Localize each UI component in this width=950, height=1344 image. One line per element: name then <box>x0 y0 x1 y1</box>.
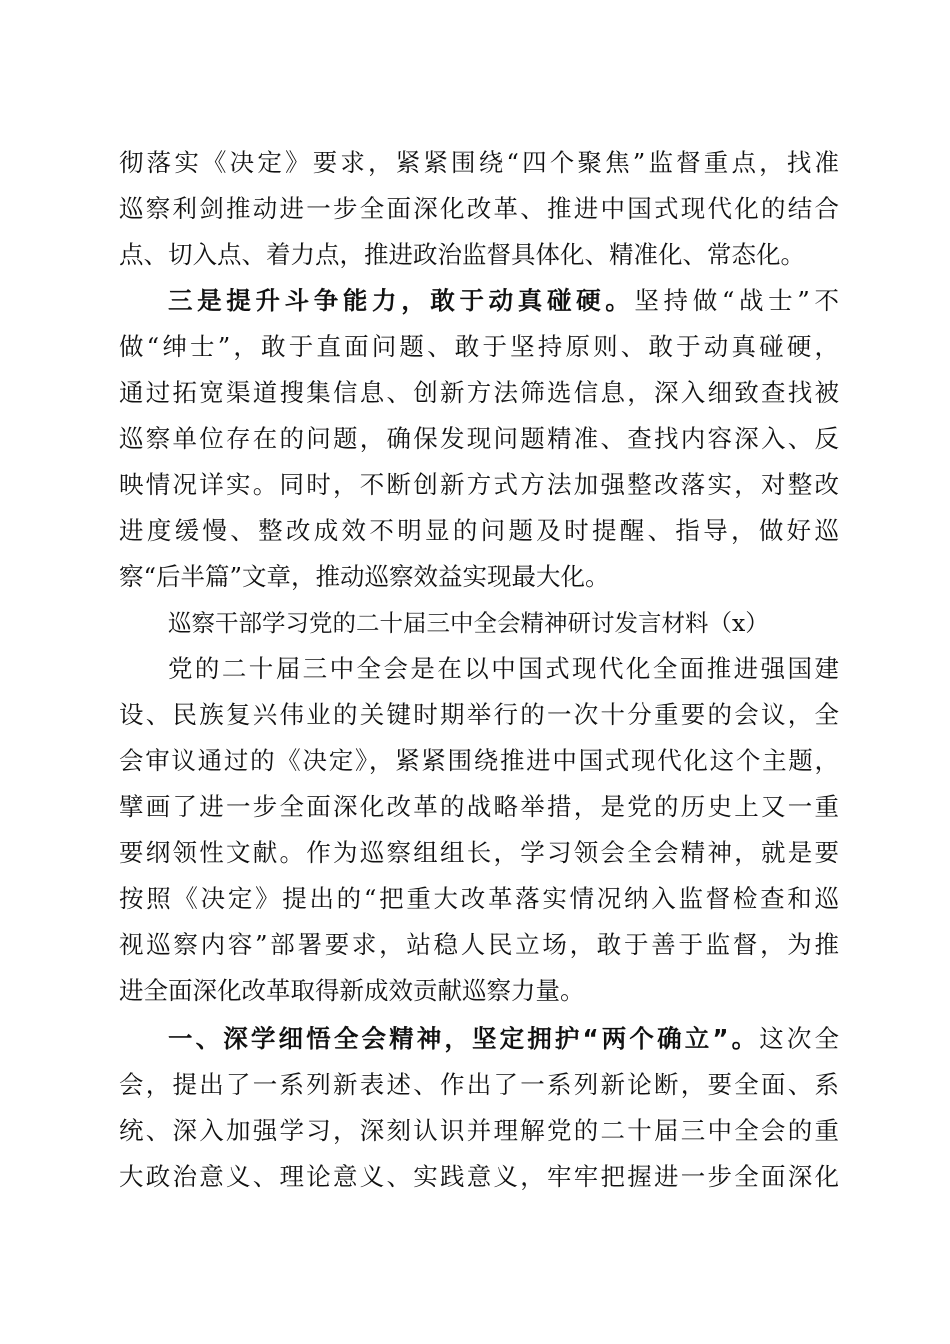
body-line: 察“后半篇”文章，推动巡察效益实现最大化。 <box>119 562 610 591</box>
body-line: 统、深入加强学习，深刻认识并理解党的二十届三中全会的重 <box>119 1116 839 1145</box>
body-line: 会审议通过的《决定》，紧紧围绕推进中国式现代化这个主题， <box>119 746 839 775</box>
body-line: 大政治意义、理论意义、实践意义，牢牢把握进一步全面深化 <box>119 1162 839 1191</box>
body-line: 进度缓慢、整改成效不明显的问题及时提醒、指导，做好巡 <box>119 516 839 545</box>
body-line: 党的二十届三中全会是在以中国式现代化全面推进强国建 <box>168 654 839 683</box>
body-line: 会，提出了一系列新表述、作出了一系列新论断，要全面、系 <box>119 1070 839 1099</box>
document-title: 巡察干部学习党的二十届三中全会精神研讨发言材料（x） <box>168 609 769 637</box>
body-line: 彻落实《决定》要求，紧紧围绕“四个聚焦”监督重点，找准 <box>119 148 839 177</box>
body-text: 坚持做“战士”不 <box>634 286 839 315</box>
body-line: 擘画了进一步全面深化改革的战略举措，是党的历史上又一重 <box>119 792 839 821</box>
body-line: 设、民族复兴伟业的关键时期举行的一次十分重要的会议，全 <box>119 700 839 729</box>
section-heading-three: 三是提升斗争能力，敢于动真碰硬。 <box>168 286 635 315</box>
body-line: 通过拓宽渠道搜集信息、创新方法筛选信息，深入细致查找被 <box>119 378 839 407</box>
paragraph-line <box>168 281 839 321</box>
body-line: 按照《决定》提出的“把重大改革落实情况纳入监督检查和巡 <box>119 884 839 913</box>
section-heading-one: 一、深学细悟全会精神，坚定拥护“两个确立”。 <box>168 1024 760 1053</box>
body-line: 映情况详实。同时，不断创新方式方法加强整改落实，对整改 <box>119 470 839 499</box>
body-line: 巡察利剑推动进一步全面深化改革、推进中国式现代化的结合 <box>119 194 839 223</box>
body-text: 这次全 <box>759 1024 840 1053</box>
body-line: 巡察单位存在的问题，确保发现问题精准、查找内容深入、反 <box>119 424 839 453</box>
body-line: 做“绅士”，敢于直面问题、敢于坚持原则、敢于动真碰硬， <box>119 332 839 361</box>
body-line: 要纲领性文献。作为巡察组组长，学习领会全会精神，就是要 <box>119 838 839 867</box>
body-line: 进全面深化改革取得新成效贡献巡察力量。 <box>119 976 585 1005</box>
body-line: 视巡察内容”部署要求，站稳人民立场，敢于善于监督，为推 <box>119 930 839 959</box>
paragraph-line <box>168 1019 839 1059</box>
body-line: 点、切入点、着力点，推进政治监督具体化、精准化、常态化。 <box>119 240 805 269</box>
